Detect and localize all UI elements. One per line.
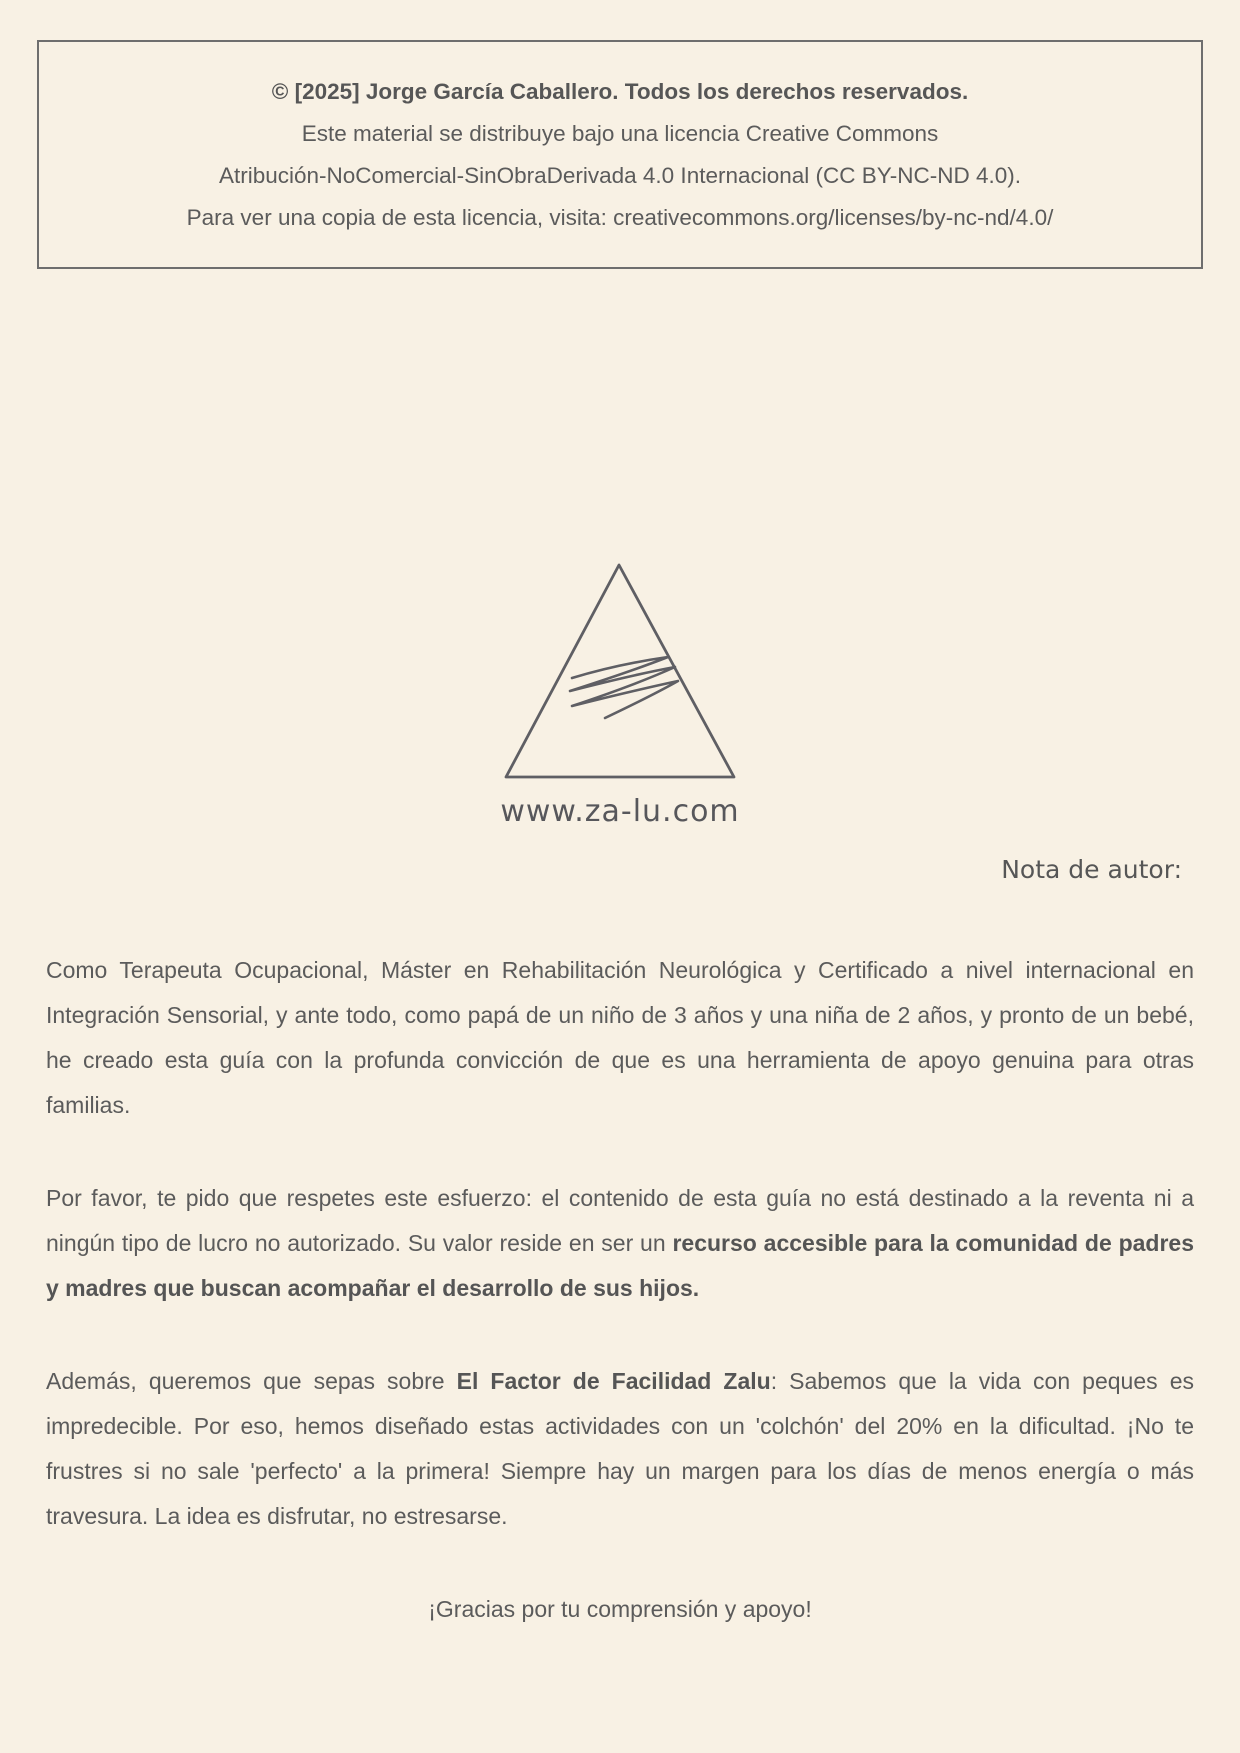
author-note-body (46, 948, 1194, 1680)
paragraph-3-bold-text: El Factor de Facilidad Zalu (456, 1368, 771, 1394)
author-note-paragraph-1: Como Terapeuta Ocupacional, Máster en Rehabilitación Neurológica y Certificado a nivel internacional en Integración Sensorial, y ante todo, como papá de un niño de 3 años y una niña de 2 años, y pronto de un bebé, he creado esta guía con la profunda convicción de que es una herramienta de apoyo genuina para otras familias. (46, 957, 1194, 1118)
copyright-license-box (37, 40, 1203, 269)
license-line-3 (39, 197, 1201, 239)
triangle-scribble-logo-icon (500, 560, 740, 782)
author-note-heading: Nota de autor: (1001, 855, 1182, 884)
zalu-logo-section (0, 560, 1240, 829)
author-note-paragraph-3 (46, 1359, 1194, 1539)
author-note-paragraph-2 (46, 1176, 1194, 1311)
website-url[interactable]: www.za-lu.com (500, 794, 740, 829)
paragraph-2-regular-text: Por favor, te pido que respetes este esfuerzo: el contenido de esta guía no está destinado a la reventa ni a ningún tipo de lucro no autorizado. Su valor reside en ser un (46, 1185, 1194, 1256)
paragraph-2-bold-text: recurso accesible para la comunidad de padres y madres que buscan acompañar el desarrollo de sus hijos. (46, 1230, 1194, 1301)
paragraph-3-regular-text-1: Además, queremos que sepas sobre (46, 1368, 457, 1394)
paragraph-3-regular-text-2: : Sabemos que la vida con peques es impredecible. Por eso, hemos diseñado estas actividades con un 'colchón' del 20% en la dificultad. ¡No te frustres si no sale 'perfecto' a la primera! Siempre hay un margen para los días de menos energía o más travesura. La idea es disfrutar, no estresarse. (46, 1368, 1194, 1529)
copyright-line: © [2025] Jorge García Caballero. Todos los derechos reservados. (271, 78, 969, 104)
closing-thanks-line: ¡Gracias por tu comprensión y apoyo! (428, 1596, 812, 1622)
license-url-link[interactable]: creativecommons.org/licenses/by-nc-nd/4.0/ (613, 204, 1054, 230)
license-line-2: Atribución-NoComercial-SinObraDerivada 4.0 Internacional (CC BY-NC-ND 4.0). (219, 162, 1021, 188)
license-url-prefix: Para ver una copia de esta licencia, visita: (186, 204, 614, 230)
license-line-1: Este material se distribuye bajo una licencia Creative Commons (301, 120, 939, 146)
